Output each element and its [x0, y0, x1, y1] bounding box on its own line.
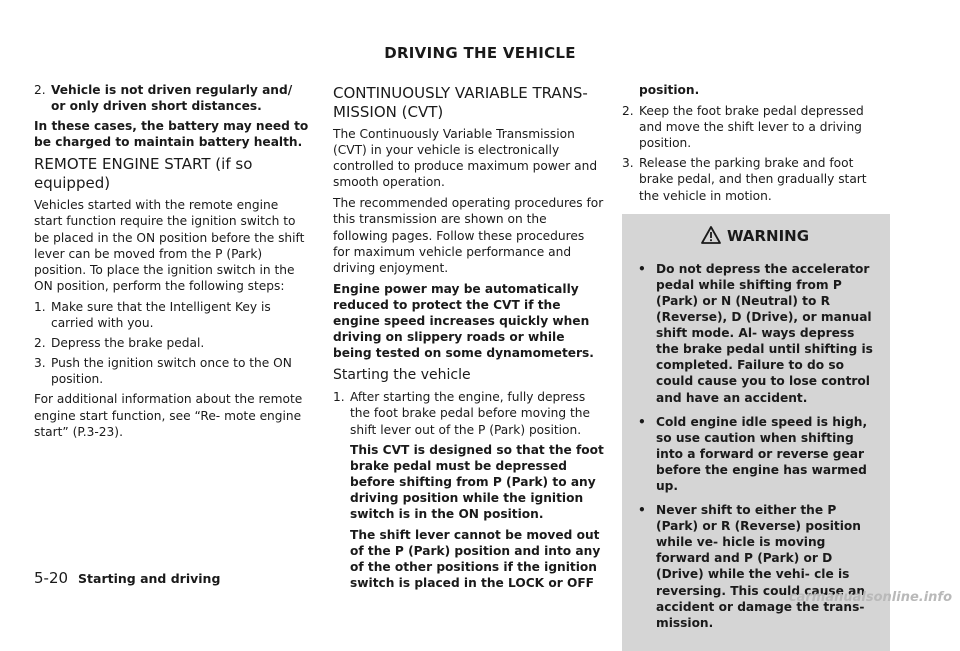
bullet: • [638, 414, 646, 429]
shift-lever-note: The shift lever cannot be moved out of the P (Park) position and into any of the other positions if the ignition switch is placed in the LOCK or OFF [350, 528, 601, 591]
section-name: Starting and driving [78, 571, 221, 586]
list-number: 2. [34, 83, 46, 97]
warning-title: WARNING [726, 227, 810, 246]
starting-step-3 [622, 155, 890, 203]
engine-power-note: Engine power may be automatically reduced to protect the CVT if the engine speed increases quickly when driving on slippery roads or while being tested on some dynamometers. [333, 281, 594, 361]
warning-item [634, 261, 876, 406]
step-3 [34, 355, 310, 387]
page-number: 5-20 [34, 569, 69, 587]
starting-step-2 [622, 103, 890, 151]
column-right [622, 82, 890, 651]
page-footer [34, 569, 220, 587]
cvt-design-note: This CVT is designed so that the foot brake pedal must be depressed before shifting from P (Park) to any driving position while the ignition switch is in the ON position. [350, 442, 604, 521]
column-middle [333, 82, 604, 596]
warning-box [622, 214, 890, 651]
step-number: 1. [333, 390, 345, 405]
step-text: Release the parking brake and foot brake pedal, and then gradually start the vehicle in motion. [639, 156, 867, 203]
heading-remote-engine-start: REMOTE ENGINE START (if so equipped) [34, 155, 253, 193]
warning-text: Never shift to either the P (Park) or R (Reverse) position while ve- hicle is moving forward and P (Park) or D (Drive) while the vehi- cle is reversing. This could cause an accident or damage the trans- mission. [656, 503, 866, 630]
step-number: 2. [622, 104, 634, 119]
battery-note: In these cases, the battery may need to be charged to maintain battery health. [34, 119, 309, 150]
cvt-paragraph-1: The Continuously Variable Transmission (CVT) in your vehicle is electronically controlled to produce maximum power and smooth operation. [333, 127, 598, 190]
warning-text: Cold engine idle speed is high, so use caution when shifting into a forward or reverse gear before the engine has warmed up. [656, 414, 868, 493]
heading-starting-vehicle: Starting the vehicle [333, 367, 471, 384]
watermark: carmanualsonline.info [788, 590, 952, 605]
warning-triangle-icon [701, 226, 721, 247]
warning-text: Do not depress the accelerator pedal while shifting from P (Park) or N (Neutral) to R (Reverse), D (Drive), or manual shift mode. Al- ways depress the brake pedal until shifting is completed. Failure to do so could cause you to lose control and have an accident. [656, 261, 873, 405]
step-1 [34, 299, 310, 331]
column-left [34, 82, 310, 445]
list-item-2 [34, 82, 310, 114]
additional-info-paragraph: For additional information about the remote engine start function, see “Re- mote engine start” (P.3-23). [34, 392, 303, 439]
step-number: 2. [34, 336, 46, 351]
warning-item [634, 414, 876, 494]
bullet: • [638, 261, 646, 276]
remote-start-steps [34, 299, 310, 387]
starting-step-1 [333, 389, 604, 437]
step-number: 1. [34, 299, 46, 314]
step-text: Depress the brake pedal. [51, 336, 205, 351]
list-text: Vehicle is not driven regularly and/ or only driven short distances. [51, 83, 293, 114]
heading-cvt: CONTINUOUSLY VARIABLE TRANS- MISSION (CVT) [333, 84, 588, 121]
warning-header [634, 226, 876, 247]
step-number: 3. [622, 156, 634, 171]
step-text: Keep the foot brake pedal depressed and move the shift lever to a driving position. [639, 104, 864, 151]
step-number: 3. [34, 356, 46, 371]
step-text: After starting the engine, fully depress the foot brake pedal before moving the shift lever out of the P (Park) position. [350, 390, 591, 437]
step-2 [34, 335, 310, 351]
position-continuation: position. [639, 83, 700, 97]
page-header: DRIVING THE VEHICLE [384, 44, 576, 62]
remote-start-paragraph: Vehicles started with the remote engine start function require the ignition switch to be placed in the ON position before the shift lever can be moved from the P (Park) position. To place the ignition switch in the ON position, perform the following steps: [34, 198, 305, 293]
step-text: Make sure that the Intelligent Key is carried with you. [51, 299, 271, 331]
bullet: • [638, 503, 646, 518]
step-text: Push the ignition switch once to the ON position. [51, 356, 292, 387]
cvt-paragraph-2: The recommended operating procedures for this transmission are shown on the following pages. Follow these procedures for maximum vehicle performance and driving enjoyment. [333, 196, 604, 275]
warning-item [634, 502, 876, 631]
